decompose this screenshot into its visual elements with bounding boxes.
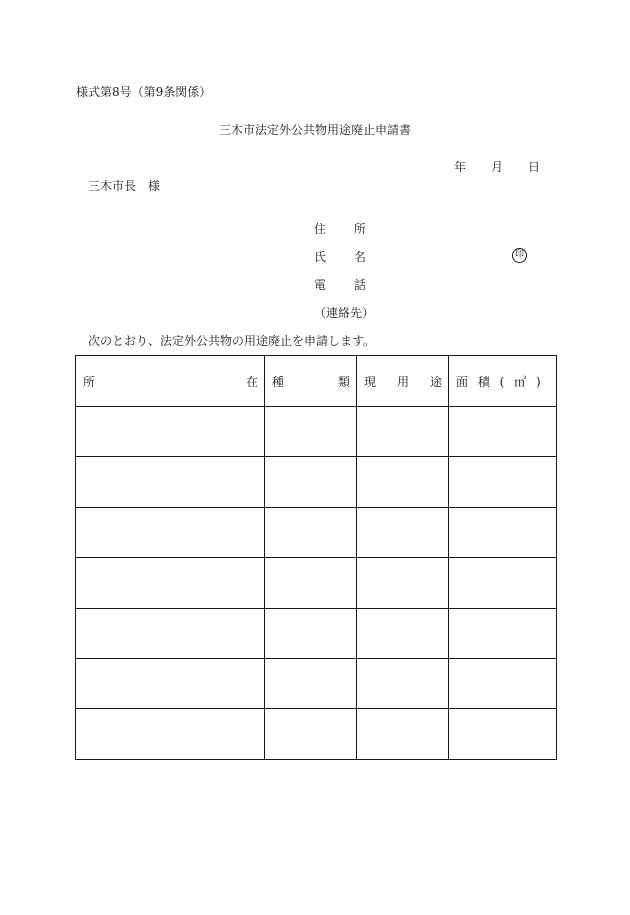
area-cell[interactable] [449, 457, 557, 507]
location-cell[interactable] [76, 558, 265, 608]
area-cell[interactable] [449, 407, 557, 457]
records-table [75, 355, 557, 760]
table-row [76, 507, 557, 557]
current-use-cell[interactable] [357, 709, 449, 759]
column-header-location-start: 所 [83, 374, 96, 389]
request-statement: 次のとおり、法定外公共物の用途廃止を申請します。 [88, 334, 376, 348]
type-cell[interactable] [265, 407, 357, 457]
table-header-row [76, 356, 557, 407]
applicant-address-label: 住 所 [314, 222, 378, 236]
table-row [76, 709, 557, 759]
location-cell[interactable] [76, 407, 265, 457]
seal-icon: 印 [512, 248, 527, 263]
area-cell[interactable] [449, 709, 557, 759]
type-cell[interactable] [265, 558, 357, 608]
table-row [76, 457, 557, 507]
date-month-label: 月 [491, 160, 504, 174]
current-use-cell[interactable] [357, 658, 449, 708]
column-header-type-start: 種 [272, 374, 285, 389]
column-header-location [76, 356, 265, 407]
current-use-cell[interactable] [357, 608, 449, 658]
type-cell[interactable] [265, 608, 357, 658]
table-row [76, 558, 557, 608]
area-cell[interactable] [449, 608, 557, 658]
current-use-cell[interactable] [357, 507, 449, 557]
applicant-contact-label: （連絡先） [314, 306, 375, 320]
location-cell[interactable] [76, 658, 265, 708]
table-row [76, 608, 557, 658]
form-title: 三木市法定外公共物用途廃止申請書 [218, 123, 411, 137]
form-number: 様式第8号（第9条関係） [76, 85, 212, 99]
area-cell[interactable] [449, 658, 557, 708]
table-row [76, 658, 557, 708]
applicant-phone-label: 電 話 [314, 278, 378, 292]
location-cell[interactable] [76, 457, 265, 507]
column-header-type [265, 356, 357, 407]
location-cell[interactable] [76, 608, 265, 658]
column-header-area-label: 面 積 ( ㎡ ) [456, 374, 544, 389]
location-cell[interactable] [76, 507, 265, 557]
area-cell[interactable] [449, 507, 557, 557]
addressee: 三木市長 様 [88, 179, 161, 193]
column-header-use-mid: 用 [396, 374, 409, 389]
current-use-cell[interactable] [357, 407, 449, 457]
column-header-type-end: 類 [337, 374, 350, 389]
type-cell[interactable] [265, 507, 357, 557]
column-header-use-start: 現 [364, 374, 377, 389]
type-cell[interactable] [265, 709, 357, 759]
table-row [76, 407, 557, 457]
type-cell[interactable] [265, 658, 357, 708]
location-cell[interactable] [76, 709, 265, 759]
column-header-use-end: 途 [429, 374, 442, 389]
column-header-location-end: 在 [245, 374, 258, 389]
date-year-label: 年 [454, 160, 467, 174]
column-header-area [449, 356, 557, 407]
applicant-name-label: 氏 名 [314, 250, 378, 264]
area-cell[interactable] [449, 558, 557, 608]
current-use-cell[interactable] [357, 457, 449, 507]
type-cell[interactable] [265, 457, 357, 507]
column-header-current-use [357, 356, 449, 407]
current-use-cell[interactable] [357, 558, 449, 608]
date-day-label: 日 [528, 160, 541, 174]
